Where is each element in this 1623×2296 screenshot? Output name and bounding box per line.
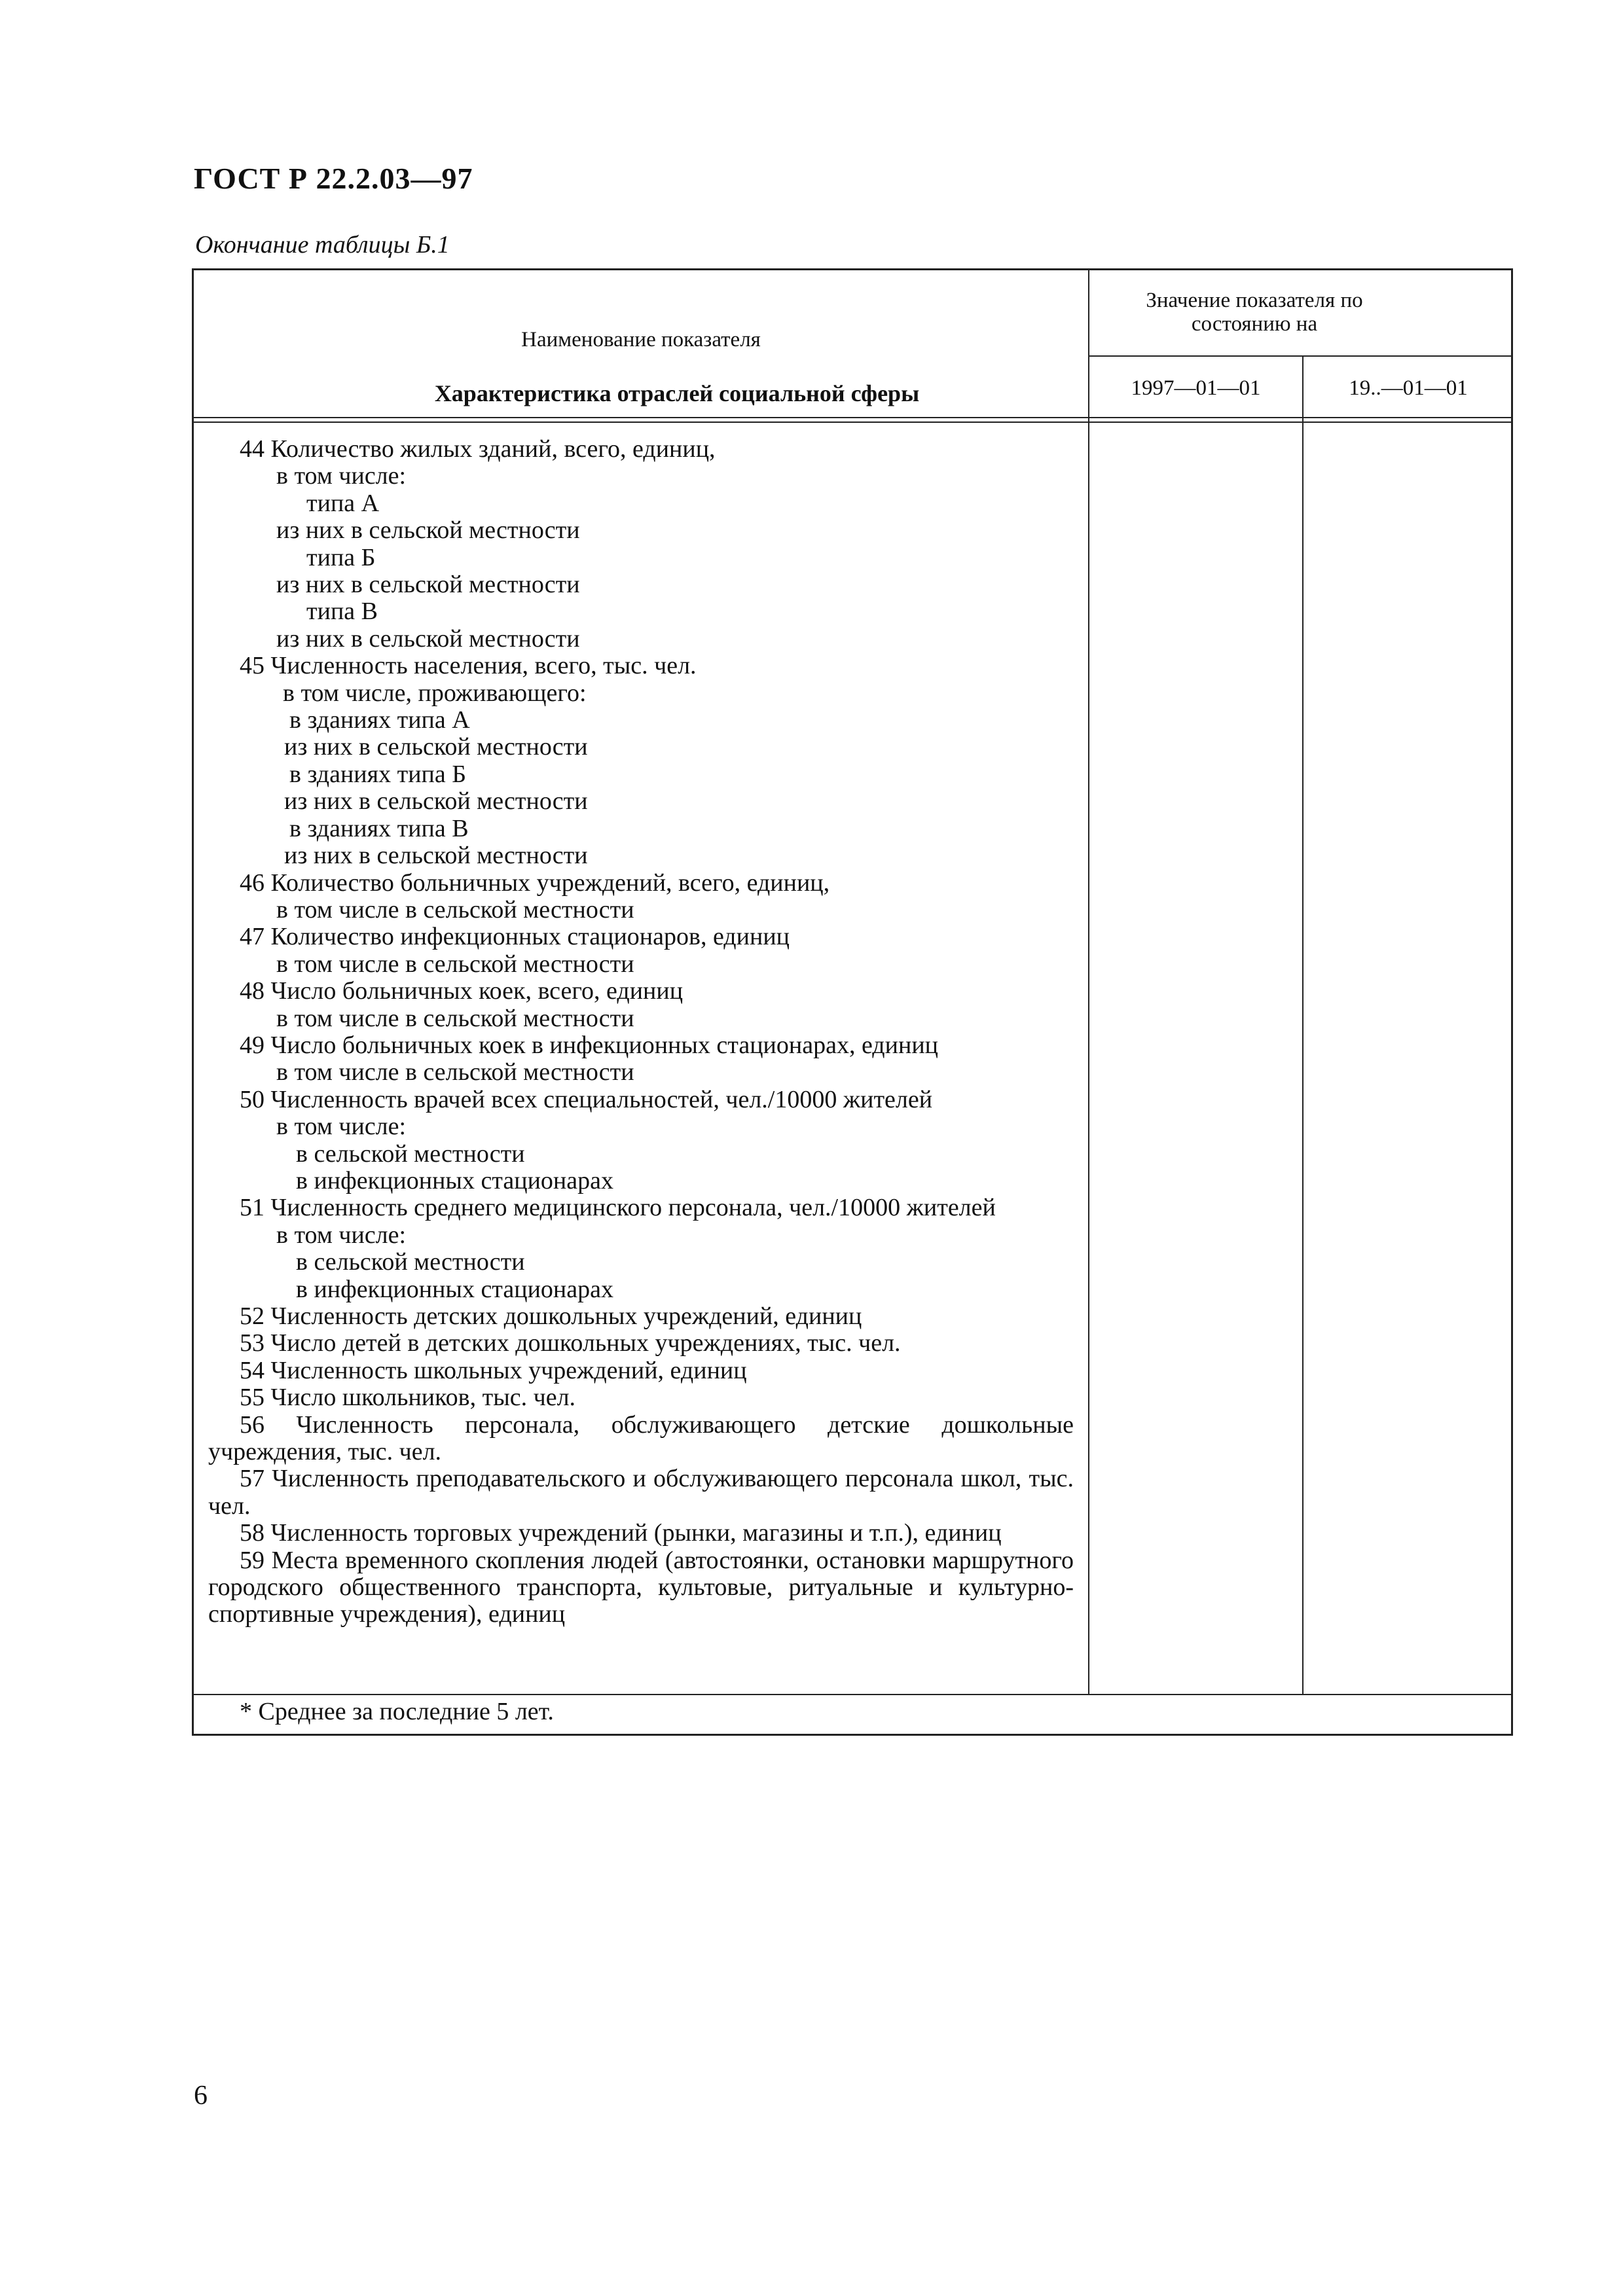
table-row: в зданиях типа Б bbox=[289, 760, 467, 788]
column-header-name: Наименование показателя bbox=[521, 328, 761, 351]
footnote-divider bbox=[194, 1694, 1513, 1695]
table-row: 59 Места временного скопления людей (автостоянки, остановки маршрутного городского общественного транспорта, культовые, ритуальные и культурно-спортивные учреждения), единиц bbox=[208, 1546, 1074, 1628]
section-gap bbox=[208, 407, 1074, 436]
table-row: 54 Численность школьных учреждений, единиц bbox=[240, 1356, 747, 1384]
table-row: 55 Число школьников, тыс. чел. bbox=[240, 1384, 576, 1412]
document-header: ГОСТ Р 22.2.03—97 bbox=[194, 162, 473, 195]
table-caption: Окончание таблицы Б.1 bbox=[195, 231, 450, 259]
table-row: 51 Численность среднего медицинского персонала, чел./10000 жителей bbox=[240, 1194, 996, 1222]
table-body-names bbox=[208, 380, 1074, 1628]
table-row: в том числе: bbox=[276, 1221, 407, 1249]
column-header-date-2: 19..—01—01 bbox=[1349, 376, 1468, 400]
column-header-date-1: 1997—01—01 bbox=[1131, 376, 1261, 400]
column-divider-dates bbox=[1302, 355, 1304, 1694]
table-row: 45 Численность населения, всего, тыс. чел. bbox=[240, 652, 697, 680]
table-row: 58 Численность торговых учреждений (рынки, магазины и т.п.), единиц bbox=[240, 1519, 1002, 1547]
table-row: из них в сельской местности bbox=[284, 842, 588, 870]
table-row: в инфекционных стационарах bbox=[296, 1166, 613, 1194]
table-row: из них в сельской местности bbox=[284, 787, 588, 816]
table-row: 48 Число больничных коек, всего, единиц bbox=[240, 977, 684, 1005]
table-row: из них в сельской местности bbox=[284, 733, 588, 761]
table-row: 49 Число больничных коек в инфекционных стационарах, единиц bbox=[240, 1031, 938, 1059]
section-title: Характеристика отраслей социальной сферы bbox=[434, 380, 920, 406]
table-row: 52 Численность детских дошкольных учреждений, единиц bbox=[240, 1302, 862, 1330]
table-row: в сельской местности bbox=[296, 1139, 525, 1168]
header-subdivider bbox=[1088, 355, 1513, 357]
table-row: в том числе в сельской местности bbox=[276, 1004, 634, 1032]
table-row: 50 Численность врачей всех специальностей, чел./10000 жителей bbox=[240, 1085, 933, 1113]
table-row: в зданиях типа В bbox=[289, 814, 469, 842]
table-row: 53 Число детей в детских дошкольных учреждениях, тыс. чел. bbox=[240, 1329, 901, 1357]
table-row: 57 Численность преподавательского и обслуживающего персонала школ, тыс. чел. bbox=[208, 1465, 1074, 1520]
table-footnote: * Среднее за последние 5 лет. bbox=[240, 1698, 554, 1725]
indicators-table bbox=[192, 268, 1513, 1736]
table-row: в сельской местности bbox=[296, 1248, 525, 1276]
column-divider-name bbox=[1088, 270, 1089, 1694]
table-row: в зданиях типа А bbox=[289, 706, 470, 734]
table-row: в том числе в сельской местности bbox=[276, 1058, 634, 1086]
table-row: типа Б bbox=[306, 543, 376, 571]
table-row: типа В bbox=[306, 598, 378, 626]
table-row: в том числе, проживающего: bbox=[283, 679, 587, 707]
table-row: из них в сельской местности bbox=[276, 516, 580, 545]
table-row: из них в сельской местности bbox=[276, 624, 580, 653]
table-row: в том числе: bbox=[276, 1113, 407, 1141]
table-row: 44 Количество жилых зданий, всего, единиц, bbox=[240, 435, 716, 463]
table-row: в инфекционных стационарах bbox=[296, 1275, 613, 1303]
table-row: типа А bbox=[306, 489, 380, 517]
column-header-value: Значение показателя по состоянию на bbox=[1146, 289, 1363, 336]
table-row: 46 Количество больничных учреждений, всего, единиц, bbox=[240, 869, 830, 897]
page-number: 6 bbox=[194, 2081, 208, 2111]
table-row: в том числе в сельской местности bbox=[276, 950, 634, 978]
table-row: из них в сельской местности bbox=[276, 571, 580, 599]
table-row: 56 Численность персонала, обслуживающего детские дошкольные учреждения, тыс. чел. bbox=[208, 1410, 1074, 1466]
table-row: в том числе: bbox=[276, 462, 407, 490]
table-row: 47 Количество инфекционных стационаров, единиц bbox=[240, 923, 790, 951]
table-row: в том числе в сельской местности bbox=[276, 895, 634, 924]
